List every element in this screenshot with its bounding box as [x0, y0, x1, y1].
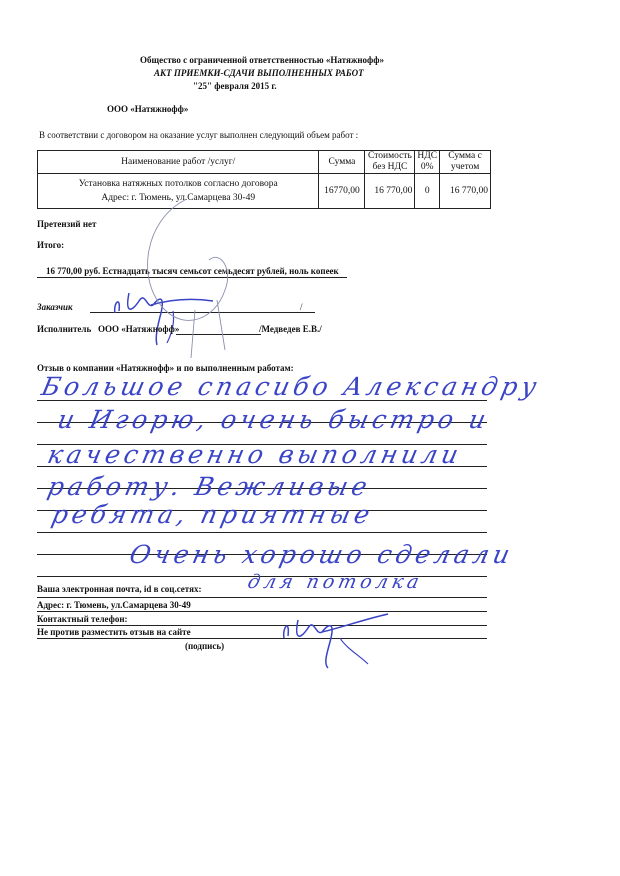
executor-person: /Медведев Е.В./ [259, 324, 322, 334]
consent-signature-icon [270, 608, 400, 670]
address-line: Адрес: г. Тюмень, ул.Самарцева 30-49 [37, 600, 191, 610]
phone-label: Контактный телефон: [37, 614, 128, 624]
email-line [37, 597, 487, 598]
executor-company: ООО «Натяжнофф» [98, 324, 180, 334]
header-vat: НДС 0% [415, 151, 440, 174]
phone-line [37, 625, 487, 626]
row-sum: 16770,00 [319, 174, 365, 209]
email-hand-text: для потолка [245, 571, 426, 593]
executor-signature-icon [125, 190, 265, 360]
total-label: Итого: [37, 240, 65, 250]
email-label: Ваша электронная почта, id в соц.сетях: [37, 584, 202, 594]
header-cost: Стоимость без НДС [365, 151, 415, 174]
table-header-row [38, 151, 491, 174]
header-total: Сумма с учетом [440, 151, 491, 174]
review-hand-line: и Игорю, очень быстро и [54, 405, 493, 434]
customer-slash: / [300, 302, 303, 312]
consent-label: Не против разместить отзыв на сайте [37, 627, 191, 637]
executor-name: ООО «Натяжнофф» [107, 104, 189, 114]
customer-label: Заказчик [37, 302, 73, 312]
company-name: Общество с ограниченной ответственностью «Натяжнофф» [140, 55, 384, 65]
review-hand-line: Очень хорошо сделали [126, 540, 517, 569]
review-line-7 [37, 532, 487, 533]
row-total: 16 770,00 [440, 174, 491, 209]
claims-text: Претензий нет [37, 219, 97, 229]
review-hand-line: качественно выполнили [44, 440, 465, 469]
review-hand-line: работу. Вежливые [44, 472, 374, 501]
executor-label: Исполнитель [37, 324, 92, 334]
address-underline [37, 611, 487, 612]
review-label: Отзыв о компании «Натяжнофф» и по выполненным работам: [37, 363, 294, 373]
header-name: Наименование работ /услуг/ [38, 151, 319, 174]
intro-text: В соответствии с договором на оказание услуг выполнен следующий объем работ : [39, 130, 359, 140]
row-vat: 0 [415, 174, 440, 209]
review-hand-line: ребята, приятные [48, 500, 377, 529]
row-name: Установка натяжных потолков согласно договора Адрес: г. Тюмень, ул.Самарцева 30-49 [38, 174, 319, 209]
review-hand-line: Большое спасибо Александру [38, 372, 544, 401]
act-title: АКТ ПРИЕМКИ-СДАЧИ ВЫПОЛНЕННЫХ РАБОТ [154, 68, 364, 78]
header-sum: Сумма [319, 151, 365, 174]
total-amount-text: 16 770,00 руб. Естнадцать тысяч семьсот семьдесят рублей, ноль копеек [46, 266, 339, 276]
act-date: "25" февраля 2015 г. [193, 81, 277, 91]
consent-line [37, 638, 487, 639]
row-cost: 16 770,00 [365, 174, 415, 209]
signature-label: (подпись) [185, 641, 225, 651]
